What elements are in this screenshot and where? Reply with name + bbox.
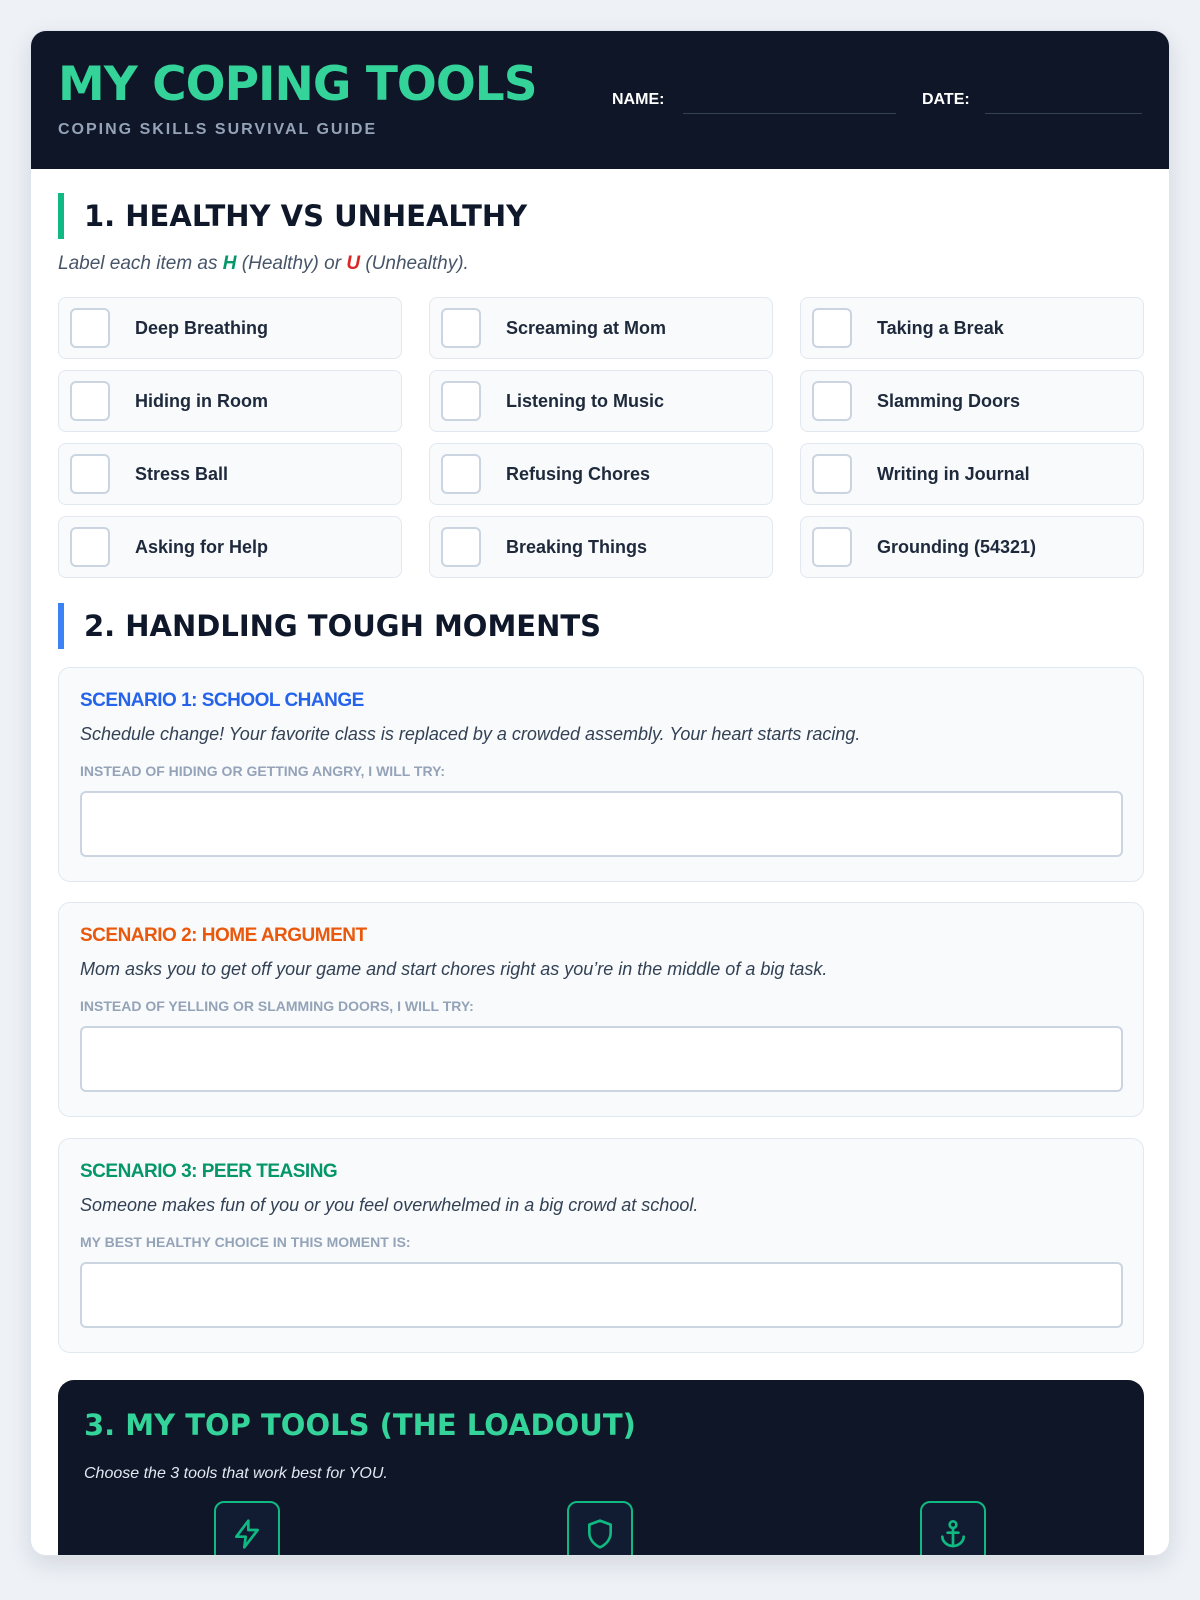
coping-item-label: Stress Ball bbox=[135, 463, 229, 484]
label-box[interactable] bbox=[812, 381, 852, 421]
coping-item bbox=[429, 370, 773, 432]
scenario-prompt: MY BEST HEALTHY CHOICE IN THIS MOMENT IS: bbox=[80, 1234, 411, 1250]
name-field[interactable] bbox=[683, 113, 896, 114]
lightning-icon bbox=[231, 1518, 263, 1550]
label-box[interactable] bbox=[441, 454, 481, 494]
section-1-heading: 1. HEALTHY VS UNHEALTHY bbox=[58, 193, 527, 239]
coping-item-label: Deep Breathing bbox=[135, 317, 269, 338]
coping-item-label: Taking a Break bbox=[877, 317, 1004, 338]
coping-item-label: Listening to Music bbox=[506, 390, 665, 411]
scenario-title: SCENARIO 1: SCHOOL CHANGE bbox=[80, 690, 364, 711]
section-2-heading: 2. HANDLING TOUGH MOMENTS bbox=[58, 603, 601, 649]
coping-item bbox=[800, 516, 1144, 578]
name-label: NAME: bbox=[612, 91, 665, 108]
header bbox=[31, 31, 1169, 169]
coping-item-label: Slamming Doors bbox=[877, 390, 1021, 411]
tool-slot-2[interactable] bbox=[567, 1501, 633, 1556]
label-box[interactable] bbox=[812, 527, 852, 567]
scenario-card bbox=[58, 667, 1144, 882]
scenario-title: SCENARIO 3: PEER TEASING bbox=[80, 1161, 338, 1182]
tool-slot-3[interactable] bbox=[920, 1501, 986, 1556]
label-box[interactable] bbox=[70, 527, 110, 567]
label-box[interactable] bbox=[812, 454, 852, 494]
date-label: DATE: bbox=[922, 91, 970, 108]
label-box[interactable] bbox=[441, 308, 481, 348]
coping-item-label: Hiding in Room bbox=[135, 390, 268, 411]
coping-item bbox=[429, 443, 773, 505]
scenario-prompt: INSTEAD OF YELLING OR SLAMMING DOORS, I WILL TRY: bbox=[80, 998, 474, 1014]
scenario-card bbox=[58, 902, 1144, 1117]
loadout-panel bbox=[58, 1380, 1144, 1556]
scenario-text: Mom asks you to get off your game and start chores right as you’re in the middle of a big task. bbox=[80, 959, 828, 979]
coping-item-label: Refusing Chores bbox=[506, 463, 651, 484]
scenario-answer-field[interactable] bbox=[80, 791, 1123, 857]
coping-item bbox=[58, 516, 402, 578]
scenario-title: SCENARIO 2: HOME ARGUMENT bbox=[80, 925, 367, 946]
coping-item bbox=[800, 297, 1144, 359]
page-subtitle: COPING SKILLS SURVIVAL GUIDE bbox=[58, 121, 378, 138]
scenario-text: Someone makes fun of you or you feel overwhelmed in a big crowd at school. bbox=[80, 1195, 699, 1215]
date-field[interactable] bbox=[985, 113, 1142, 114]
tool-slot-1[interactable] bbox=[214, 1501, 280, 1556]
worksheet bbox=[30, 30, 1170, 1556]
label-box[interactable] bbox=[812, 308, 852, 348]
label-box[interactable] bbox=[70, 454, 110, 494]
scenario-card bbox=[58, 1138, 1144, 1353]
coping-item bbox=[58, 370, 402, 432]
coping-items-grid bbox=[58, 297, 1144, 578]
coping-item bbox=[800, 370, 1144, 432]
scenario-text: Schedule change! Your favorite class is replaced by a crowded assembly. Your heart starts racing. bbox=[80, 724, 861, 744]
coping-item-label: Grounding (54321) bbox=[877, 536, 1037, 557]
label-box[interactable] bbox=[70, 381, 110, 421]
label-box[interactable] bbox=[441, 527, 481, 567]
coping-item-label: Screaming at Mom bbox=[506, 317, 667, 338]
coping-item bbox=[58, 443, 402, 505]
section-1-instructions: Label each item as H (Healthy) or U (Unhealthy). bbox=[58, 253, 469, 274]
coping-item bbox=[58, 297, 402, 359]
coping-item-label: Writing in Journal bbox=[877, 463, 1030, 484]
shield-icon bbox=[584, 1518, 616, 1550]
coping-item bbox=[429, 297, 773, 359]
anchor-icon bbox=[937, 1518, 969, 1550]
scenario-answer-field[interactable] bbox=[80, 1262, 1123, 1328]
coping-item-label: Breaking Things bbox=[506, 536, 648, 557]
scenario-answer-field[interactable] bbox=[80, 1026, 1123, 1092]
coping-item-label: Asking for Help bbox=[135, 536, 269, 557]
label-box[interactable] bbox=[70, 308, 110, 348]
page-title: MY COPING TOOLS bbox=[58, 57, 537, 112]
coping-item bbox=[800, 443, 1144, 505]
label-box[interactable] bbox=[441, 381, 481, 421]
section-3-heading: 3. MY TOP TOOLS (THE LOADOUT) bbox=[84, 1408, 636, 1442]
coping-item bbox=[429, 516, 773, 578]
scenario-prompt: INSTEAD OF HIDING OR GETTING ANGRY, I WILL TRY: bbox=[80, 763, 446, 779]
section-3-subtitle: Choose the 3 tools that work best for YOU. bbox=[84, 1465, 388, 1482]
